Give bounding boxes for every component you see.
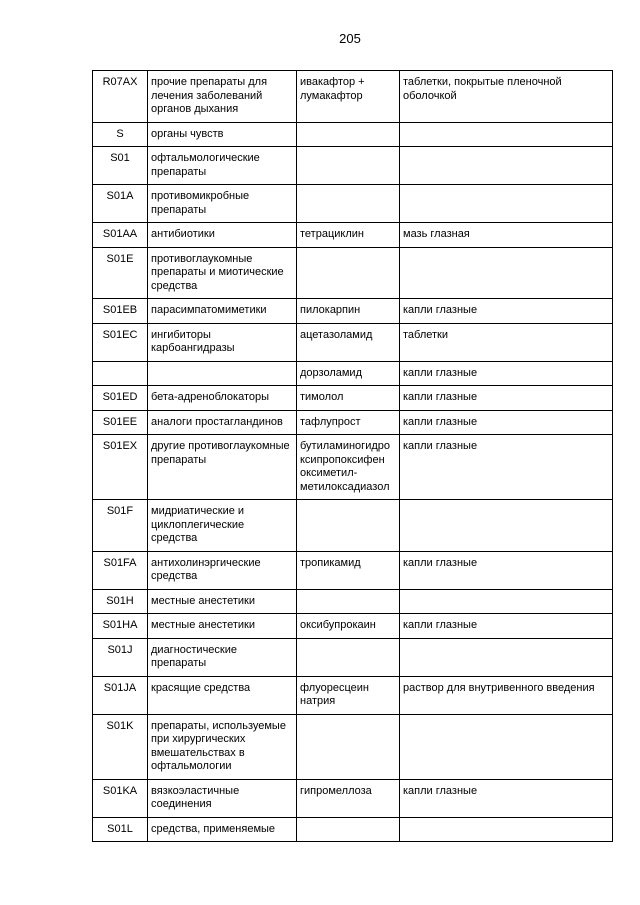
group-name-cell: антихолинэргические средства [148, 551, 297, 589]
atc-code-cell: S01EE [93, 410, 148, 435]
group-name-cell: бета-адреноблокаторы [148, 386, 297, 411]
drug-name-cell: оксибупрокаин [297, 614, 400, 639]
table-row [93, 185, 613, 223]
group-name-cell: местные анестетики [148, 589, 297, 614]
group-name-cell: офтальмологические препараты [148, 147, 297, 185]
dosage-form-cell: капли глазные [400, 299, 613, 324]
atc-code-cell: S01EB [93, 299, 148, 324]
drug-name-cell: гипромеллоза [297, 779, 400, 817]
dosage-form-cell: раствор для внутривенного введения [400, 676, 613, 714]
group-name-cell: ингибиторы карбоангидразы [148, 323, 297, 361]
dosage-form-cell [400, 714, 613, 779]
drug-name-cell: дорзоламид [297, 361, 400, 386]
table-row [93, 714, 613, 779]
atc-code-cell: S01F [93, 500, 148, 552]
table-row [93, 361, 613, 386]
drug-name-cell: тафлупрост [297, 410, 400, 435]
atc-code-cell: S01EX [93, 435, 148, 500]
drug-name-cell [297, 147, 400, 185]
table-row [93, 323, 613, 361]
dosage-form-cell: мазь глазная [400, 223, 613, 248]
drug-name-cell [297, 122, 400, 147]
table-row [93, 817, 613, 842]
dosage-form-cell: капли глазные [400, 410, 613, 435]
group-name-cell: другие противоглаукомные препараты [148, 435, 297, 500]
group-name-cell: препараты, используемые при хирургических вмешательствах в офтальмологии [148, 714, 297, 779]
table-row [93, 386, 613, 411]
group-name-cell: аналоги простагландинов [148, 410, 297, 435]
dosage-form-cell [400, 500, 613, 552]
drug-name-cell: флуоресцеин натрия [297, 676, 400, 714]
drug-name-cell: тропикамид [297, 551, 400, 589]
table-row [93, 147, 613, 185]
group-name-cell: противомикробные препараты [148, 185, 297, 223]
dosage-form-cell [400, 185, 613, 223]
atc-code-cell: S01J [93, 638, 148, 676]
atc-code-cell: S01FA [93, 551, 148, 589]
drug-name-cell [297, 500, 400, 552]
group-name-cell: красящие средства [148, 676, 297, 714]
dosage-form-cell: капли глазные [400, 779, 613, 817]
dosage-form-cell [400, 247, 613, 299]
table-row [93, 551, 613, 589]
atc-code-cell: S [93, 122, 148, 147]
atc-code-cell: S01K [93, 714, 148, 779]
table-row [93, 122, 613, 147]
dosage-form-cell [400, 638, 613, 676]
drug-name-cell: тетрациклин [297, 223, 400, 248]
atc-code-cell: S01 [93, 147, 148, 185]
group-name-cell: парасимпатомиметики [148, 299, 297, 324]
group-name-cell [148, 361, 297, 386]
atc-code-cell: S01JA [93, 676, 148, 714]
dosage-form-cell [400, 147, 613, 185]
page-number: 205 [339, 31, 361, 46]
atc-code-cell: S01E [93, 247, 148, 299]
table-row [93, 410, 613, 435]
dosage-form-cell: капли глазные [400, 386, 613, 411]
table-row [93, 676, 613, 714]
drug-classification-table [92, 70, 613, 842]
dosage-form-cell: капли глазные [400, 551, 613, 589]
table-row [93, 589, 613, 614]
atc-code-cell: S01A [93, 185, 148, 223]
drug-name-cell: тимолол [297, 386, 400, 411]
drug-name-cell [297, 638, 400, 676]
drug-name-cell [297, 185, 400, 223]
table-row [93, 435, 613, 500]
table-row [93, 500, 613, 552]
dosage-form-cell: капли глазные [400, 614, 613, 639]
table-row [93, 299, 613, 324]
dosage-form-cell: капли глазные [400, 361, 613, 386]
table-row [93, 638, 613, 676]
table-row [93, 223, 613, 248]
table-body [93, 71, 613, 842]
dosage-form-cell [400, 122, 613, 147]
atc-code-cell: S01ED [93, 386, 148, 411]
group-name-cell: мидриатические и циклоплегические средства [148, 500, 297, 552]
dosage-form-cell: таблетки, покрытые пленочной оболочкой [400, 71, 613, 123]
atc-code-cell: R07AX [93, 71, 148, 123]
atc-code-cell: S01KA [93, 779, 148, 817]
group-name-cell: диагностические препараты [148, 638, 297, 676]
group-name-cell: антибиотики [148, 223, 297, 248]
atc-code-cell: S01EC [93, 323, 148, 361]
dosage-form-cell [400, 817, 613, 842]
drug-name-cell: ивакафтор + лумакафтор [297, 71, 400, 123]
group-name-cell: местные анестетики [148, 614, 297, 639]
group-name-cell: органы чувств [148, 122, 297, 147]
drug-name-cell [297, 817, 400, 842]
drug-name-cell: бутиламиногидро ксипропоксифен оксиметил-метилоксадиазол [297, 435, 400, 500]
table-row [93, 247, 613, 299]
drug-name-cell [297, 589, 400, 614]
table-row [93, 71, 613, 123]
atc-code-cell [93, 361, 148, 386]
group-name-cell: средства, применяемые [148, 817, 297, 842]
drug-name-cell [297, 714, 400, 779]
group-name-cell: противоглаукомные препараты и миотические средства [148, 247, 297, 299]
drug-name-cell [297, 247, 400, 299]
dosage-form-cell: таблетки [400, 323, 613, 361]
group-name-cell: прочие препараты для лечения заболеваний органов дыхания [148, 71, 297, 123]
atc-code-cell: S01HA [93, 614, 148, 639]
dosage-form-cell: капли глазные [400, 435, 613, 500]
atc-code-cell: S01AA [93, 223, 148, 248]
dosage-form-cell [400, 589, 613, 614]
atc-code-cell: S01L [93, 817, 148, 842]
table-row [93, 779, 613, 817]
atc-code-cell: S01H [93, 589, 148, 614]
group-name-cell: вязкоэластичные соединения [148, 779, 297, 817]
drug-name-cell: ацетазоламид [297, 323, 400, 361]
drug-name-cell: пилокарпин [297, 299, 400, 324]
table-row [93, 614, 613, 639]
